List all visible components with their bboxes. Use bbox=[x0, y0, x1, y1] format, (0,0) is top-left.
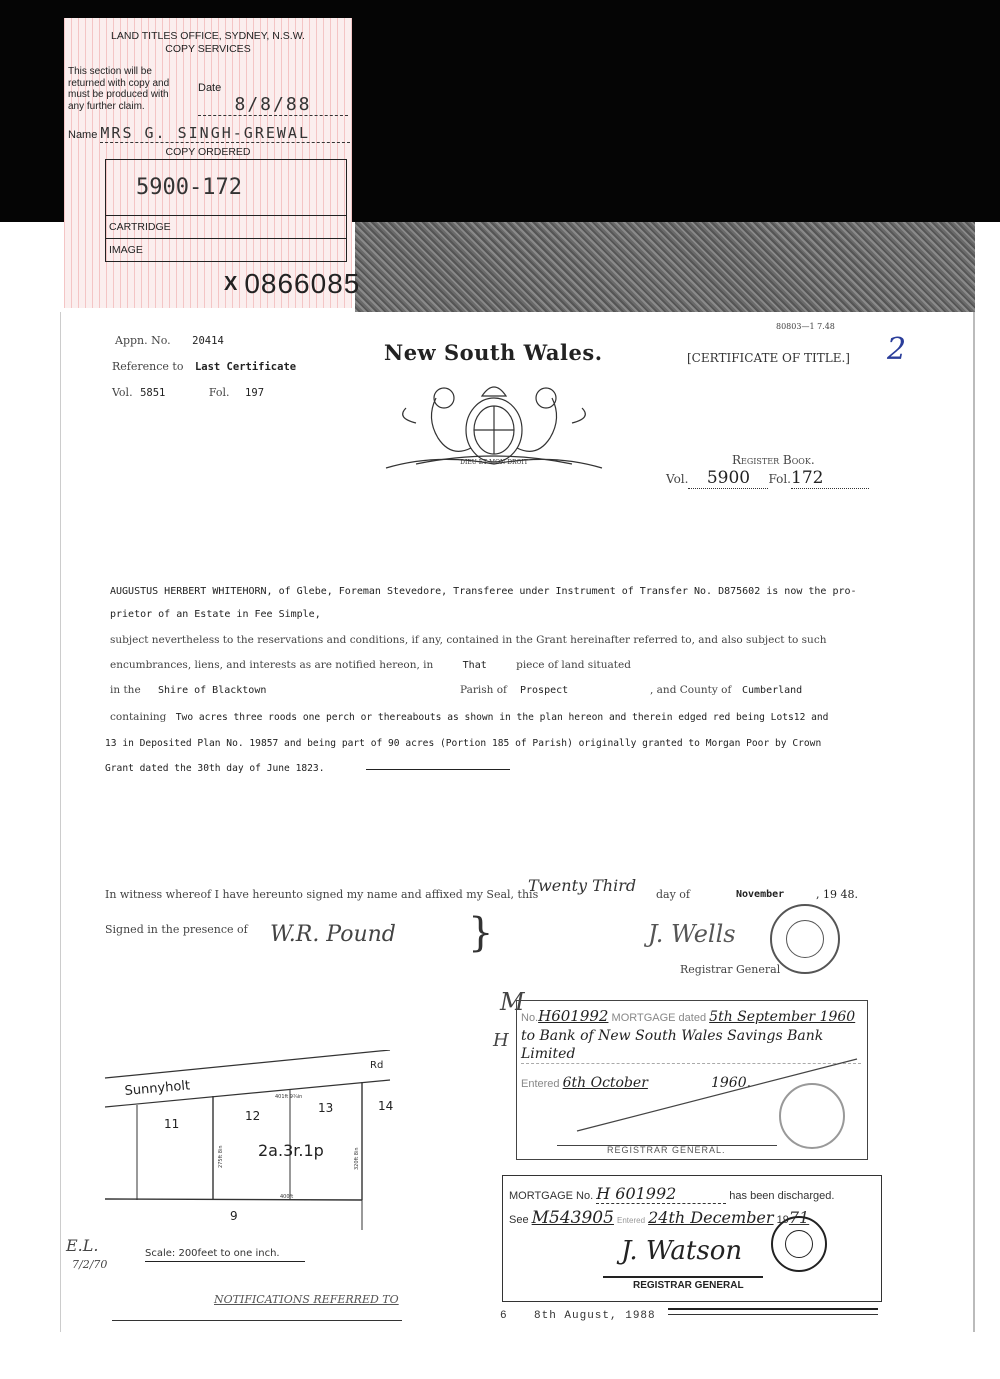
copy-services-ticket bbox=[64, 18, 361, 308]
discharge-row-1 bbox=[509, 1184, 879, 1204]
ticket-date-row bbox=[198, 82, 352, 116]
discharge-year-value: 71 bbox=[788, 1208, 810, 1227]
registrar-label: Registrar General bbox=[680, 963, 781, 976]
register-vol-label: Vol. bbox=[666, 472, 689, 486]
register-vol-fol bbox=[666, 468, 869, 489]
margin-initials: E.L. bbox=[66, 1236, 99, 1255]
register-vol-value: 5900 bbox=[688, 468, 768, 489]
discharge-entered-label: Entered bbox=[617, 1216, 646, 1225]
see-value: M543905 bbox=[531, 1208, 614, 1228]
signed-presence-label: Signed in the presence of bbox=[105, 923, 248, 936]
plan-area: 2a.3r.1p bbox=[258, 1141, 324, 1160]
line-number: 6 bbox=[500, 1310, 507, 1322]
containing-line-1: Two acres three roods one perch or thereabouts as shown in the plan hereon and therein edged red being Lots12 and bbox=[175, 712, 829, 723]
parish-value: Prospect bbox=[520, 685, 569, 696]
mortgage-number-value: H601992 bbox=[538, 1007, 609, 1025]
shire-value: Shire of Blacktown bbox=[158, 685, 267, 696]
dim-bottom: 400ft bbox=[280, 1194, 294, 1200]
subject-line: subject nevertheless to the reservations and conditions, if any, contained in the Grant hereinafter referred to, and also subject to such bbox=[110, 634, 827, 646]
ticket-name-row bbox=[68, 124, 350, 143]
register-book-label: Register Book. bbox=[732, 453, 815, 467]
dim-top: 401ft 9¾in bbox=[275, 1094, 303, 1100]
vol-label: Vol. bbox=[112, 386, 133, 399]
cartridge-label: CARTRIDGE bbox=[109, 221, 171, 233]
registrar-seal-icon bbox=[779, 1083, 845, 1149]
vol-fol-row bbox=[112, 386, 264, 399]
register-fol-label: Fol. bbox=[768, 472, 791, 486]
road-suffix: Rd bbox=[370, 1060, 384, 1071]
registrar-signature: J. Wells bbox=[648, 920, 736, 948]
witness-text: In witness whereof I have hereunto signed my name and affixed my Seal, this bbox=[105, 888, 539, 901]
entered-label: Entered bbox=[521, 1078, 560, 1090]
copy-ordered-value: 5900-172 bbox=[106, 160, 346, 216]
state-title: New South Wales. bbox=[384, 340, 603, 365]
copy-ordered-label: COPY ORDERED bbox=[165, 146, 251, 158]
proprietor-line-2: prietor of an Estate in Fee Simple, bbox=[110, 609, 321, 620]
ticket-service: COPY SERVICES bbox=[165, 43, 251, 55]
print-date: 8th August, 1988 bbox=[534, 1310, 656, 1322]
month-value: November bbox=[736, 889, 785, 900]
containing-row bbox=[110, 711, 828, 723]
mortgage-dated-label: MORTGAGE dated bbox=[611, 1012, 707, 1024]
mortgage-dated-value: 5th September 1960 bbox=[709, 1009, 856, 1025]
appn-label: Appn. No. bbox=[115, 334, 171, 347]
ticket-notice: This section will be returned with copy and must be produced with any further claim. bbox=[68, 66, 170, 112]
mortgage-registrar-label: REGISTRAR GENERAL. bbox=[607, 1145, 726, 1155]
appn-row bbox=[115, 334, 224, 347]
year-value: , 19 48. bbox=[816, 888, 858, 901]
encumbrances-text: encumbrances, liens, and interests as are notified hereon, in bbox=[110, 659, 434, 671]
county-value: Cumberland bbox=[742, 685, 803, 696]
appn-value: 20414 bbox=[192, 335, 224, 347]
entered-value: 6th October bbox=[562, 1075, 648, 1091]
lot-12: 12 bbox=[245, 1109, 261, 1123]
discharge-number-value: H 601992 bbox=[596, 1184, 726, 1204]
margin-note: 7/2/70 bbox=[72, 1258, 108, 1271]
county-label: , and County of bbox=[650, 684, 732, 696]
witness-signature: W.R. Pound bbox=[270, 922, 396, 947]
dim-right: 320ft 8in bbox=[354, 1147, 360, 1170]
discharge-registrar-label: REGISTRAR GENERAL bbox=[633, 1280, 744, 1291]
vol-value: 5851 bbox=[140, 387, 166, 399]
reference-label: Reference to bbox=[112, 360, 184, 373]
plan-scale: Scale: 200feet to one inch. bbox=[145, 1248, 305, 1262]
in-the-label: in the bbox=[110, 684, 141, 696]
encumbrances-value: That bbox=[462, 660, 487, 671]
location-row bbox=[110, 684, 910, 696]
image-label: IMAGE bbox=[106, 238, 346, 261]
containing-line-2: 13 in Deposited Plan No. 19857 and being part of 90 acres (Portion 185 of Parish) originally granted to Morgan Poor by Crown bbox=[105, 738, 822, 749]
fol-value: 197 bbox=[245, 387, 265, 399]
notifications-heading: NOTIFICATIONS REFERRED TO bbox=[214, 1293, 399, 1306]
lot-13: 13 bbox=[318, 1101, 334, 1115]
ticket-serial bbox=[224, 268, 360, 300]
land-situated: piece of land situated bbox=[516, 659, 631, 671]
footer-rule-2 bbox=[668, 1314, 878, 1315]
serial-number: 0866085 bbox=[244, 268, 361, 299]
dim-left: 275ft 8in bbox=[218, 1145, 224, 1168]
lot-14: 14 bbox=[378, 1099, 394, 1113]
ticket-date-value: 8/8/88 bbox=[198, 94, 348, 116]
discharge-entry-box bbox=[502, 1175, 882, 1302]
brace-icon: } bbox=[468, 910, 494, 956]
mortgage-number-label: No. bbox=[521, 1012, 539, 1024]
containing-label: containing bbox=[110, 711, 167, 723]
discharge-entered-value: 24th December bbox=[648, 1208, 774, 1227]
footer-rule-1 bbox=[668, 1308, 878, 1310]
notifications-rule bbox=[112, 1320, 402, 1321]
ticket-name-label: Name bbox=[68, 129, 98, 141]
ticket-office: LAND TITLES OFFICE, SYDNEY, N.S.W. bbox=[111, 30, 305, 42]
proprietor-line-1: AUGUSTUS HERBERT WHITEHORN, of Glebe, Foreman Stevedore, Transferee under Instrument of Transfer No. D875602 is now the pro- bbox=[110, 586, 857, 597]
parish-label: Parish of bbox=[460, 684, 507, 696]
registrar-seal-icon bbox=[770, 904, 840, 974]
discharged-text: has been discharged. bbox=[729, 1190, 835, 1202]
coat-of-arms-icon bbox=[376, 368, 612, 478]
reference-row bbox=[112, 360, 296, 373]
entered-year: 1960. bbox=[710, 1075, 752, 1091]
margin-mark-h: H bbox=[493, 1030, 509, 1051]
discharge-label: MORTGAGE No. bbox=[509, 1190, 594, 1202]
discharge-row-2 bbox=[509, 1208, 879, 1228]
register-fol-value: 172 bbox=[791, 468, 869, 489]
day-of-label: day of bbox=[656, 888, 691, 901]
mortgage-entry-box bbox=[516, 1000, 868, 1160]
registrar-seal-icon bbox=[771, 1216, 827, 1272]
lot-11: 11 bbox=[164, 1117, 180, 1131]
containing-line-3: Grant dated the 30th day of June 1823. bbox=[105, 763, 325, 774]
discharge-year-prefix: 19 bbox=[776, 1214, 789, 1226]
witness-day-value: Twenty Third bbox=[528, 876, 637, 895]
discharge-signature-rule bbox=[603, 1276, 763, 1278]
doc-type: [CERTIFICATE OF TITLE.] bbox=[687, 351, 850, 365]
ticket-name-value: MRS G. SINGH-GREWAL bbox=[100, 124, 350, 143]
scan-shadow-band bbox=[355, 222, 975, 314]
form-code: 80803—1 7.48 bbox=[776, 322, 835, 331]
encumbrances-row bbox=[110, 659, 631, 671]
road-name: Sunnyholt bbox=[124, 1078, 191, 1099]
crest-motto: DIEU ET MON DROIT bbox=[460, 459, 528, 466]
page-mark: 2 bbox=[887, 332, 907, 367]
end-rule bbox=[366, 769, 510, 770]
mortgagee-value: to Bank of New South Wales Savings Bank Limited bbox=[521, 1027, 861, 1064]
discharge-signature: J. Watson bbox=[621, 1236, 743, 1266]
margin-mark-m: M bbox=[500, 988, 525, 1016]
serial-prefix: X bbox=[224, 273, 239, 295]
see-label: See bbox=[509, 1214, 529, 1226]
ticket-date-label: Date bbox=[198, 82, 222, 94]
deposited-plan-diagram bbox=[100, 1050, 400, 1250]
lot-9: 9 bbox=[230, 1209, 238, 1223]
reference-value: Last Certificate bbox=[194, 361, 297, 373]
fol-label: Fol. bbox=[208, 386, 230, 399]
copy-ordered-box bbox=[105, 159, 347, 262]
